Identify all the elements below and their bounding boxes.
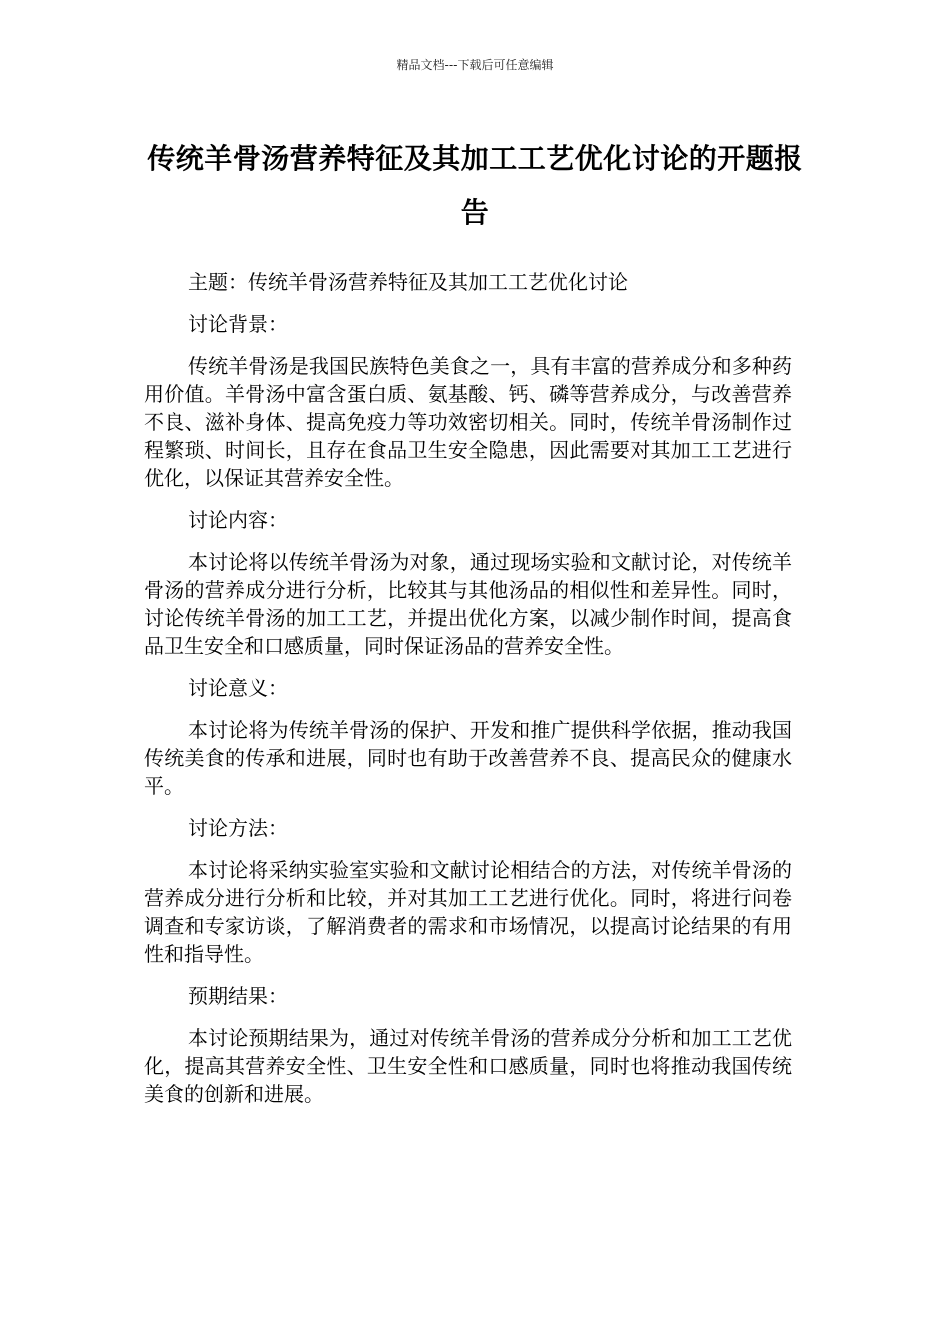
- subject-line: 主题：传统羊骨汤营养特征及其加工工艺优化讨论: [188, 270, 628, 294]
- page-header: 精品文档---下载后可任意编辑: [396, 58, 554, 72]
- section-heading-content: 讨论内容：: [188, 508, 288, 532]
- section-body-significance: 本讨论将为传统羊骨汤的保护、开发和推广提供科学依据，推动我国传统美食的传承和进展，同时也有助于改善营养不良、提高民众的健康水平。: [144, 718, 792, 798]
- document-body: [144, 268, 792, 1122]
- section-body-method: 本讨论将采纳实验室实验和文献讨论相结合的方法，对传统羊骨汤的营养成分进行分析和比较，并对其加工工艺进行优化。同时，将进行问卷调查和专家访谈，了解消费者的需求和市场情况，以提高讨论结果的有用性和指导性。: [144, 858, 792, 966]
- section-heading-significance: 讨论意义：: [188, 676, 288, 700]
- section-body-background: 传统羊骨汤是我国民族特色美食之一，具有丰富的营养成分和多种药用价值。羊骨汤中富含蛋白质、氨基酸、钙、磷等营养成分，与改善营养不良、滋补身体、提高免疫力等功效密切相关。同时，传统羊骨汤制作过程繁琐、时间长，且存在食品卫生安全隐患，因此需要对其加工工艺进行优化，以保证其营养安全性。: [144, 354, 792, 490]
- section-body-content: 本讨论将以传统羊骨汤为对象，通过现场实验和文献讨论，对传统羊骨汤的营养成分进行分析，比较其与其他汤品的相似性和差异性。同时，讨论传统羊骨汤的加工工艺，并提出优化方案，以减少制作时间，提高食品卫生安全和口感质量，同时保证汤品的营养安全性。: [144, 550, 792, 658]
- section-heading-expected-results: 预期结果：: [188, 984, 288, 1008]
- section-heading-background: 讨论背景：: [188, 312, 288, 336]
- document-title: 传统羊骨汤营养特征及其加工工艺优化讨论的开题报告: [147, 142, 803, 229]
- section-heading-method: 讨论方法：: [188, 816, 288, 840]
- section-body-expected-results: 本讨论预期结果为，通过对传统羊骨汤的营养成分分析和加工工艺优化，提高其营养安全性、卫生安全性和口感质量，同时也将推动我国传统美食的创新和进展。: [144, 1026, 792, 1106]
